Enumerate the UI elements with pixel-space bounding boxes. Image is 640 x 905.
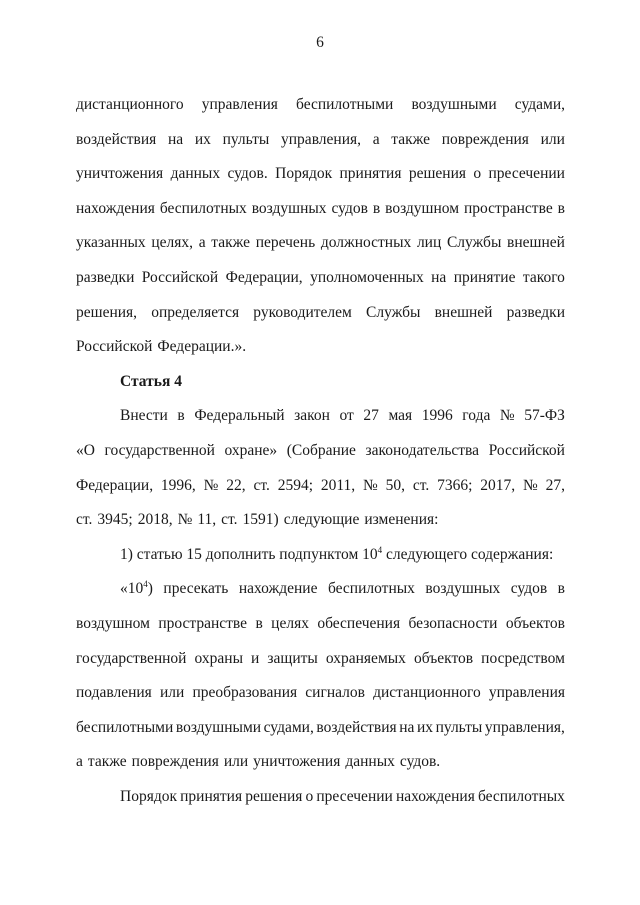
article-heading: Статья 4: [120, 372, 182, 390]
text-line: Федерации, 1996, № 22, ст. 2594; 2011, № 50, ст. 7366; 2017, № 27,: [76, 476, 565, 494]
text-line: воздействия на их пульты управления, а также повреждения или: [76, 130, 565, 148]
text-line: Порядок принятия решения о пресечении нахождения беспилотных: [120, 787, 565, 805]
text-line: ст. 3945; 2018, № 11, ст. 1591) следующие изменения:: [76, 511, 439, 529]
superscript: 4: [377, 544, 383, 555]
superscript: 4: [143, 579, 148, 590]
amendment-intro-paragraph: [76, 399, 565, 537]
text-line: Российской Федерации.».: [76, 338, 247, 356]
text-line: указанных целях, а также перечень должностных лиц Службы внешней: [76, 234, 565, 252]
text-line: подавления или преобразования сигналов дистанционного управления: [76, 684, 565, 702]
text-line: беспилотными воздушными судами, воздействия на их пульты управления,: [76, 718, 565, 736]
quoted-subitem-paragraph: [76, 572, 565, 780]
text-line: а также повреждения или уничтожения данных судов.: [76, 753, 441, 771]
text-line: нахождения беспилотных воздушных судов в воздушном пространстве в: [76, 199, 565, 217]
text-line: воздушном пространстве в целях обеспечения безопасности объектов: [76, 614, 565, 632]
text-line: уничтожения данных судов. Порядок принятия решения о пресечении: [76, 165, 565, 183]
paragraph-continuation: [76, 88, 565, 365]
page-number: 6: [316, 34, 324, 51]
text-line: разведки Российской Федерации, уполномоченных на принятие такого: [76, 268, 565, 286]
text-line: «$10^4$) пресекать нахождение беспилотных воздушных судов в: [120, 579, 565, 598]
text-line: решения, определяется руководителем Службы внешней разведки: [76, 303, 565, 321]
amendment-item-1: 1) статью 15 дополнить подпунктом $10^4$ следующего содержания:: [120, 544, 554, 563]
text-line: Внести в Федеральный закон от 27 мая 1996 года № 57-ФЗ: [120, 407, 565, 425]
procedure-paragraph: [76, 780, 565, 815]
text-line: «О государственной охране» (Собрание законодательства Российской: [76, 441, 565, 459]
text-line: дистанционного управления беспилотными воздушными судами,: [76, 96, 565, 113]
body-text: [76, 88, 565, 814]
text-line: государственной охраны и защиты охраняемых объектов посредством: [76, 649, 565, 667]
